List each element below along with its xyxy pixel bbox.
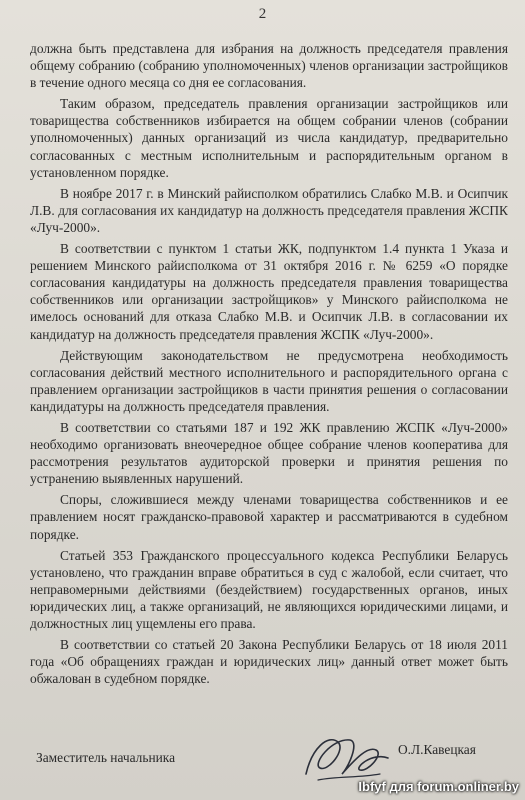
page-number: 2 xyxy=(258,6,267,22)
letter-body xyxy=(30,40,508,691)
signatory-role: Заместитель начальника xyxy=(36,750,176,765)
signatory-name: О.Л.Кавецкая xyxy=(398,742,476,757)
paragraph: В соответствии с пунктом 1 статьи ЖК, подпунктом 1.4 пункта 1 Указа и решением Минского райисполкома от 31 октября 2016 г. № 6259 «О порядке согласования кандидатуры на должность председателя правления товарищества собственников или организации застройщиков» у Минского райисполкома не имелось оснований для отказа Слабко М.В. и Осипчик Л.В. в согласовании их кандидатур на должность председателя правления ЖСПК «Луч-2000». xyxy=(30,241,508,342)
forum-watermark: Ibfyf для forum.onliner.by xyxy=(358,779,519,794)
paragraph: Таким образом, председатель правления организации застройщиков или товарищества собственников избирается на общем собрании членов (собрании уполномоченных) данных организаций из числа кандидатур, предварительно согласованных с местным исполнительным и распорядительным органом в установленном порядке. xyxy=(30,96,508,180)
paragraph: В ноябре 2017 г. в Минский райисполком обратились Слабко М.В. и Осипчик Л.В. для согласования их кандидатур на должность председателя правления ЖСПК «Луч-2000». xyxy=(30,185,508,235)
paragraph: В соответствии со статьями 187 и 192 ЖК правлению ЖСПК «Луч-2000» необходимо организовать внеочередное общее собрание членов кооператива для рассмотрения результатов аудиторской проверки и принятия решения по устранению выявленных нарушений. xyxy=(30,419,508,487)
paragraph: В соответствии со статьей 20 Закона Республики Беларусь от 18 июля 2011 года «Об обращениях граждан и юридических лиц» данный ответ может быть обжалован в судебном порядке. xyxy=(30,637,508,687)
paragraph: должна быть представлена для избрания на должность председателя правления общему собранию (собранию уполномоченных) членов организации застройщиков в течение одного месяца со дня ее согласования. xyxy=(30,41,508,91)
paragraph: Статьей 353 Гражданского процессуального кодекса Республики Беларусь установлено, что гражданин вправе обратиться в суд с жалобой, если считает, что неправомерными действиями (бездействием) государственных органов, иных юридических лиц, а также организаций, не являющихся юридическими лицами, и должностных лиц ущемлены его права. xyxy=(30,547,508,631)
paragraph: Споры, сложившиеся между членами товарищества собственников и ее правлением носят гражданско-правовой характер и рассматриваются в судебном порядке. xyxy=(30,492,508,542)
paragraph: Действующим законодательством не предусмотрена необходимость согласования действий местного исполнительного и распорядительного органа с правлением организации застройщиков в части принятия решения о согласовании кандидатуры на должность председателя правления. xyxy=(30,347,508,414)
